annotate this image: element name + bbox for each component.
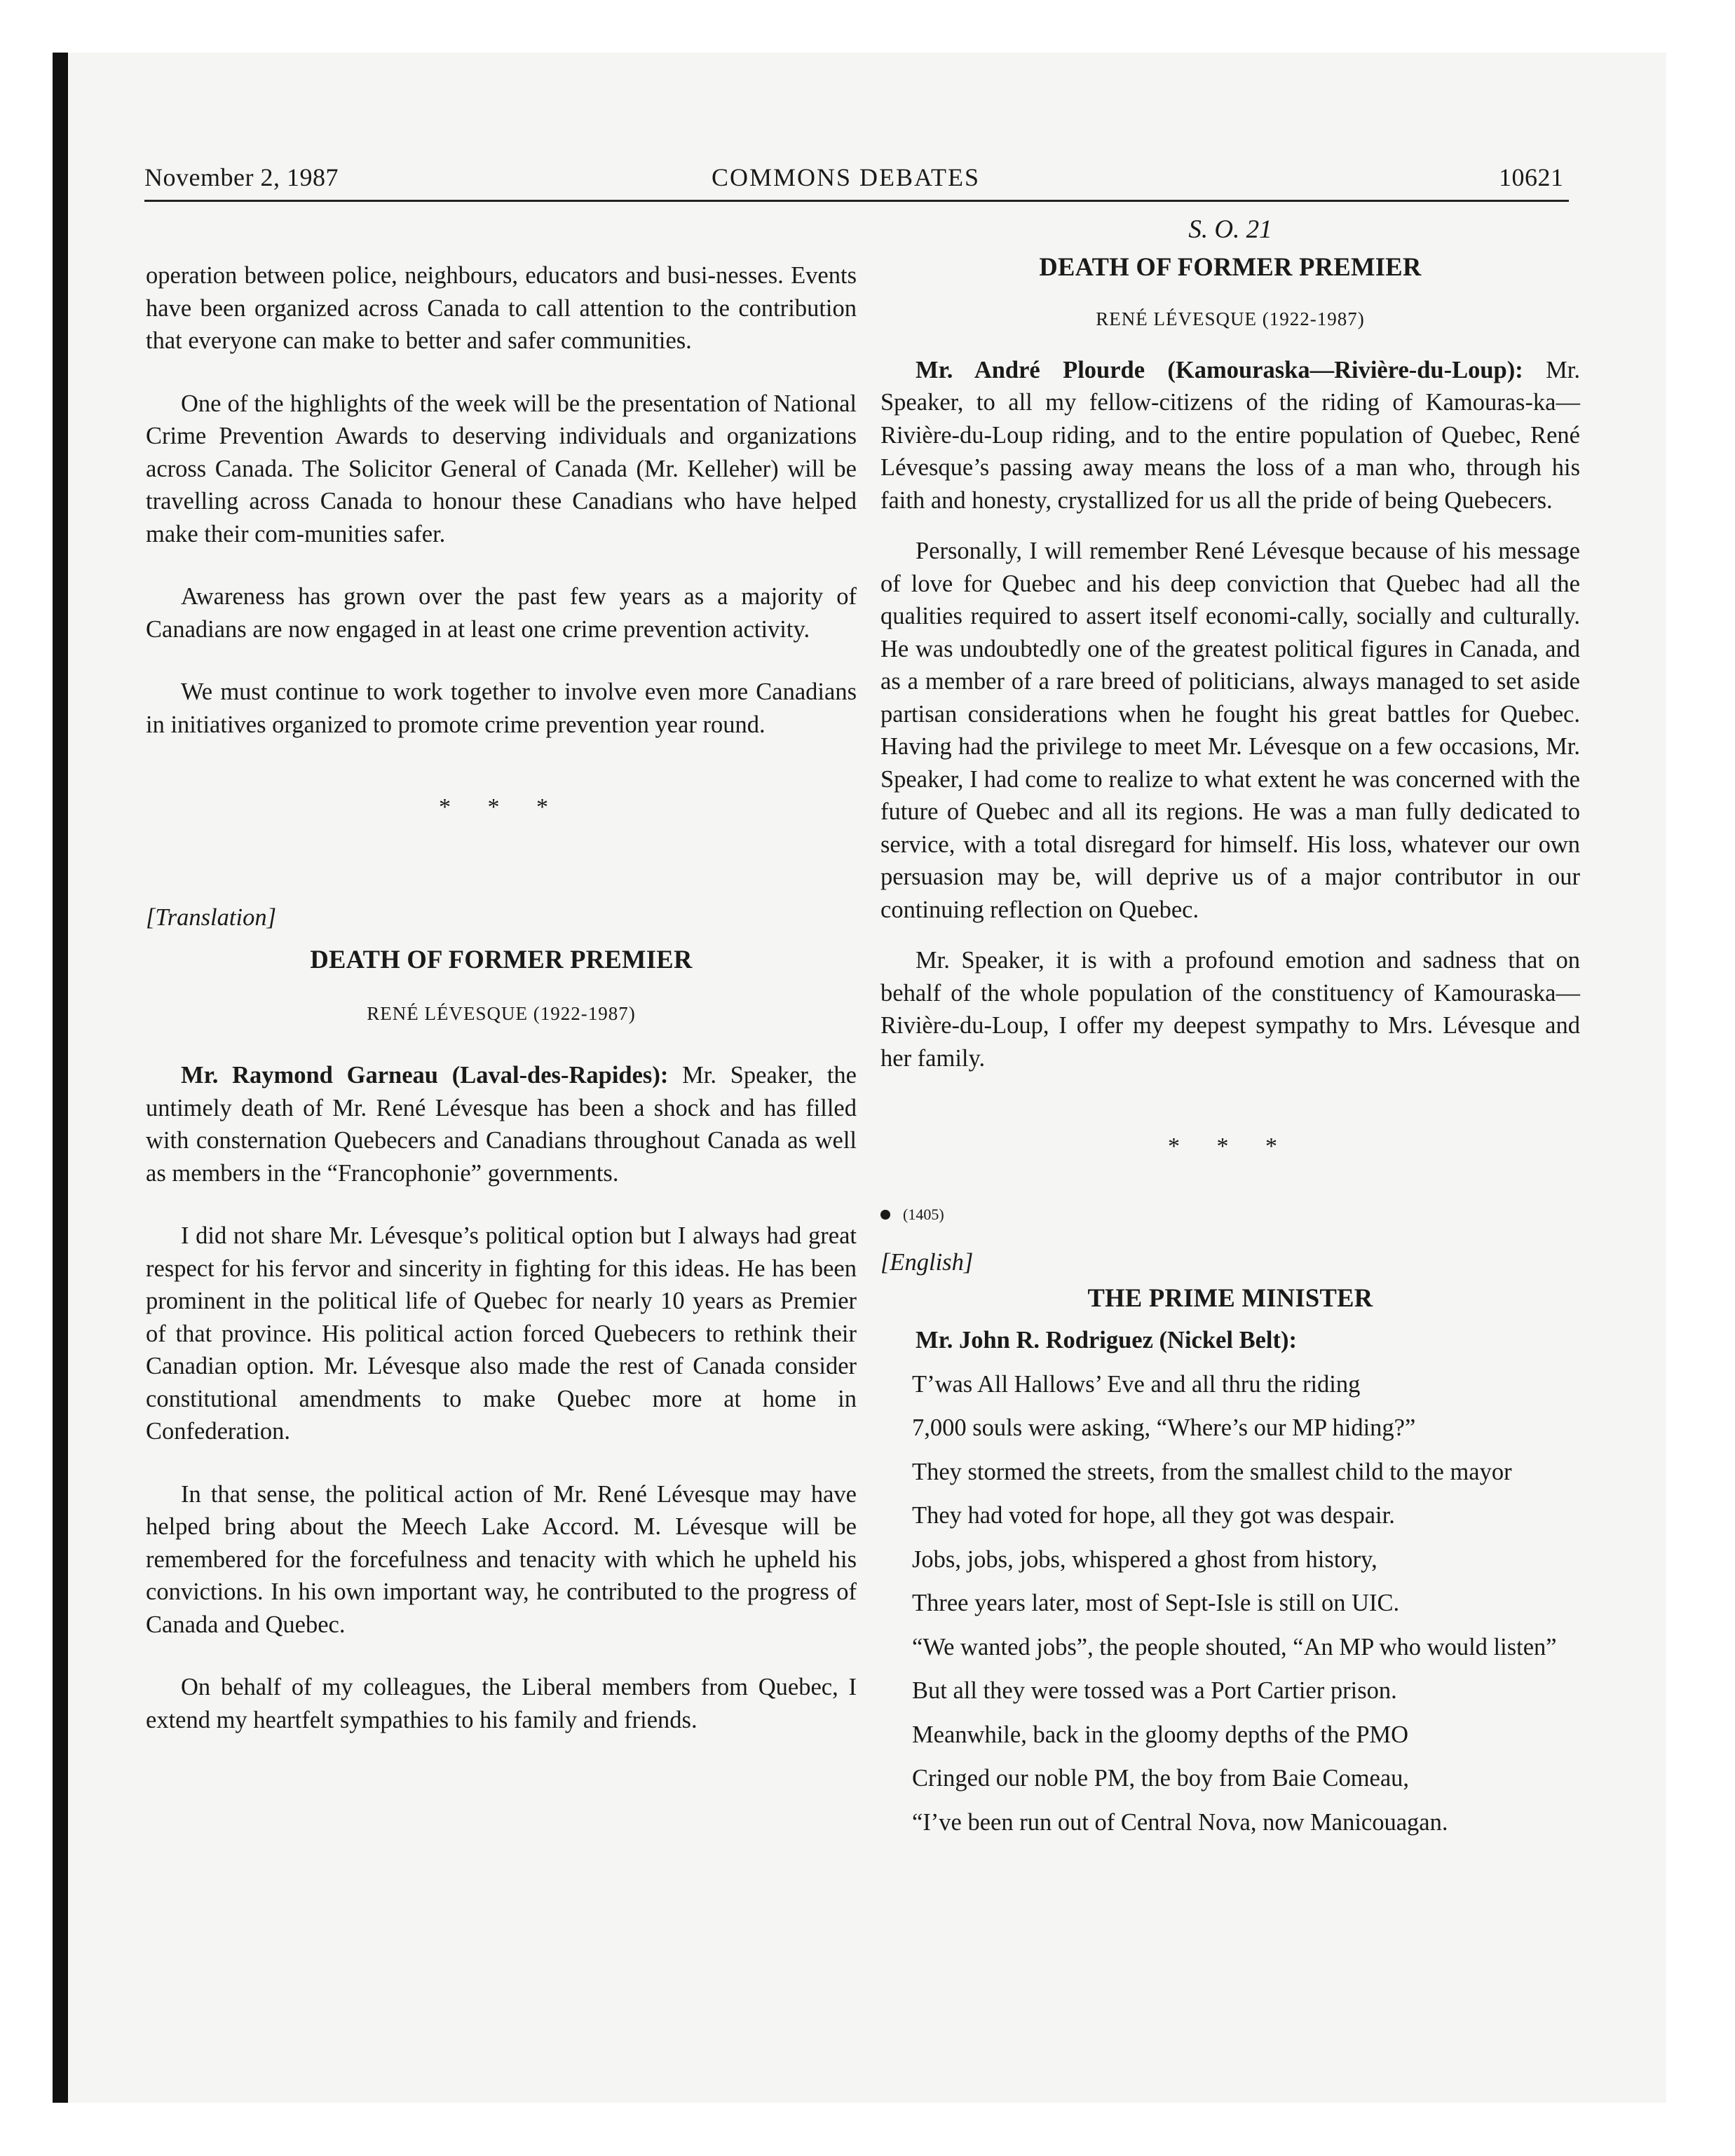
speech-text: Mr. Speaker, the untimely death of Mr. René Lévesque has been a shock and has filled with consternation Quebecers and Canadians throughout Canada as well as members in the “Francophonie” governments. — [146, 1062, 857, 1187]
language-tag: [English] — [880, 1249, 974, 1276]
verse-line: They had voted for hope, all they got was despair. — [912, 1502, 1395, 1529]
speaker-line — [880, 1324, 1580, 1357]
section-heading: THE PRIME MINISTER — [1087, 1283, 1373, 1312]
paragraph: I did not share Mr. Lévesque’s political option but I always had great respect for his fervor and sincerity in fighting for this ideas. He has been prominent in the political life of Quebec for nearly 10 years as Premier of that province. His political action forced Quebecers to rethink their Canadian option. Mr. Lévesque also made the rest of Canada consider constitutional amendments to make Quebec more at home in Confederation. — [146, 1222, 857, 1445]
paragraph: Awareness has grown over the past few years as a majority of Canadians are now engaged in at least one crime prevention activity. — [146, 583, 857, 643]
paragraph: In that sense, the political action of Mr. René Lévesque may have helped bring about the Meech Lake Accord. M. Lévesque will be remembered for the forcefulness and tenacity with which he upheld his convictions. In his own important way, he contributed to the progress of Canada and Quebec. — [146, 1480, 857, 1638]
standing-order-label: S. O. 21 — [1188, 215, 1272, 244]
header-page-number: 10621 — [1499, 163, 1564, 191]
left-column — [146, 210, 857, 1736]
speaker-name: Mr. Raymond Garneau (Laval-des-Rapides): — [181, 1062, 669, 1089]
verse-line: Meanwhile, back in the gloomy depths of the PMO — [912, 1721, 1409, 1748]
section-subheading: RENÉ LÉVESQUE (1922-1987) — [1096, 308, 1365, 329]
section-heading: DEATH OF FORMER PREMIER — [1039, 252, 1422, 281]
right-column — [880, 210, 1580, 1838]
verse-line: “We wanted jobs”, the people shouted, “An MP who would listen” — [912, 1633, 1557, 1660]
verse-line: “I’ve been run out of Central Nova, now Manicouagan. — [912, 1808, 1448, 1836]
language-tag: [Translation] — [146, 903, 276, 931]
time-stamp — [880, 1199, 1580, 1231]
speech-text: Mr. Speaker, to all my fellow-citizens of the riding of Kamouras-ka—Rivière-du-Loup riding, and to the entire population of Quebec, René Lévesque’s passing away means the loss of a man who, through his faith and honesty, crystallized for us all the pride of being Quebecers. — [880, 356, 1580, 514]
verse-line: But all they were tossed was a Port Cartier prison. — [912, 1677, 1397, 1704]
speaker-name: Mr. André Plourde (Kamouraska—Rivière-du-Loup): — [916, 356, 1523, 383]
paragraph: One of the highlights of the week will be the presentation of National Crime Prevention Awards to deserving individuals and organizations across Canada. The Solicitor General of Canada (Mr. Kelleher) will be travelling across Canada to honour these Canadians who have helped make their com-munities safer. — [146, 390, 857, 547]
section-separator: * * * — [439, 794, 564, 820]
paragraph: On behalf of my colleagues, the Liberal members from Quebec, I extend my heartfelt sympathies to his family and friends. — [146, 1674, 857, 1733]
verse-line: They stormed the streets, from the smallest child to the mayor — [912, 1458, 1512, 1485]
speaker-name: Mr. John R. Rodriguez (Nickel Belt): — [916, 1327, 1297, 1353]
section-subheading: RENÉ LÉVESQUE (1922-1987) — [367, 1002, 636, 1024]
header-date: November 2, 1987 — [144, 163, 339, 191]
scan-left-edge — [53, 53, 68, 2103]
bullet-icon — [880, 1210, 890, 1220]
paragraph: Personally, I will remember René Lévesque because of his message of love for Quebec and his deep conviction that Quebec had all the qualities required to assert itself economi-cally, socially and culturally. He was undoubtedly one of the greatest political figures in Canada, and as a member of a rare breed of politicians, always managed to set aside partisan considerations when he fought his great battles for Quebec. Having had the privilege to meet Mr. Lévesque on a few occasions, Mr. Speaker, I had come to realize to what extent he was concerned with the future of Quebec and all its regions. He was a man fully dedicated to service, with a total disregard for himself. His loss, whatever our own persuasion may be, will deprive us of a major contributor in our continuing reflection on Quebec. — [880, 538, 1580, 923]
paragraph: operation between police, neighbours, educators and busi-nesses. Events have been organized across Canada to call attention to the contribution that everyone can make to better and safer communities. — [146, 262, 857, 354]
paragraph: Mr. Speaker, it is with a profound emotion and sadness that on behalf of the whole population of the constituency of Kamouraska—Rivière-du-Loup, I offer my deepest sympathy to Mrs. Lévesque and her family. — [880, 947, 1580, 1072]
section-heading: DEATH OF FORMER PREMIER — [310, 945, 693, 974]
paragraph: We must continue to work together to involve even more Canadians in initiatives organized to promote crime prevention year round. — [146, 678, 857, 738]
header-title: COMMONS DEBATES — [712, 163, 981, 191]
verse-line: Three years later, most of Sept-Isle is still on UIC. — [912, 1590, 1400, 1616]
verse-line: T’was All Hallows’ Eve and all thru the riding — [912, 1370, 1361, 1398]
verse-line: 7,000 souls were asking, “Where’s our MP hiding?” — [912, 1414, 1416, 1441]
verse-line: Jobs, jobs, jobs, whispered a ghost from history, — [912, 1546, 1377, 1573]
time-stamp-text: (1405) — [903, 1205, 944, 1223]
speech-paragraph — [146, 1059, 857, 1189]
speech-paragraph — [880, 354, 1580, 517]
section-separator: * * * — [1168, 1133, 1293, 1159]
verse-line: Cringed our noble PM, the boy from Baie Comeau, — [912, 1765, 1410, 1792]
header-rule — [144, 200, 1569, 202]
